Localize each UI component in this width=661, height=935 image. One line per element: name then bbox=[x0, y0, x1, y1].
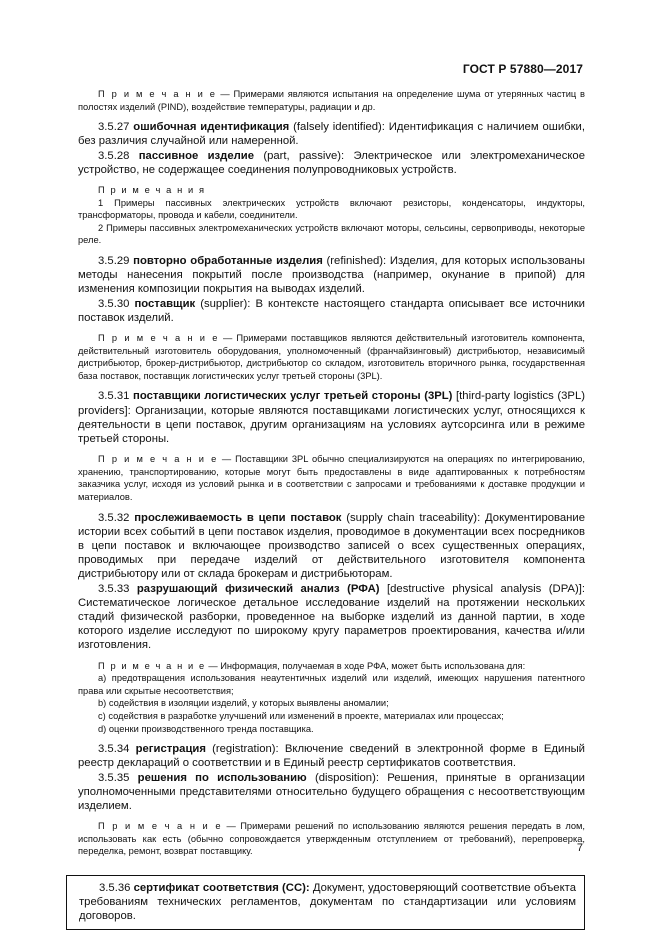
definition-3-5-35 bbox=[78, 771, 585, 814]
term: поставщики логистических услуг третьей стороны (3PL) bbox=[133, 390, 453, 403]
clause-number: 3.5.32 bbox=[98, 511, 135, 524]
definition-text: Документ, удостоверяющий соответствие объекта требованиям технических регламентов, документам по стандартизации или условиям договоров. bbox=[79, 881, 576, 923]
note-label: П р и м е ч а н и е bbox=[98, 454, 218, 465]
clause-number: 3.5.30 bbox=[98, 297, 135, 310]
clause-number: 3.5.29 bbox=[98, 254, 134, 267]
definition-3-5-31 bbox=[78, 389, 585, 446]
note-text: — Примерами являются испытания на определение шума от утерянных частиц в полостях изделий (PIND), воздействие температуры, радиации и др. bbox=[78, 89, 585, 112]
clause-number: 3.5.35 bbox=[98, 771, 138, 784]
definition-3-5-29 bbox=[78, 254, 585, 297]
page-content bbox=[78, 88, 585, 930]
definition-3-5-36 bbox=[79, 881, 576, 924]
note-text: — Информация, получаемая в ходе РФА, может быть использована для: bbox=[205, 660, 526, 671]
term: сертификат соответствия (СС): bbox=[133, 881, 310, 894]
definition-3-5-34 bbox=[78, 742, 585, 770]
clause-number: 3.5.28 bbox=[98, 149, 139, 162]
list-item-a: a) предотвращения использования неаутентичных изделий или изделий, имеющих нарушения патентного права или скрытые несоответствия; bbox=[78, 673, 585, 696]
clause-number: 3.5.33 bbox=[98, 582, 137, 595]
note-dpa bbox=[78, 660, 585, 673]
boxed-definition bbox=[66, 875, 585, 930]
notes-heading bbox=[78, 184, 585, 197]
note-pind bbox=[78, 88, 585, 113]
note-3pl bbox=[78, 453, 585, 503]
definition-text: (registration): Включение сведений в электронной форме в Единый реестр деклараций о соответствии и в Единый реестр сертификатов соответствия. bbox=[78, 743, 585, 770]
definition-text: [destructive physical analysis (DPA)]: Систематическое логическое детальное исследование изделий на протяжении нескольких стадий физической разборки, проведенное на выборке изделий из данной партии, в ходе которого изделие исследуют по широкому кругу параметров проектирования, качества и/или изготовления. bbox=[78, 582, 585, 652]
term: пассивное изделие bbox=[138, 149, 255, 162]
note-text: — Примерами решений по использованию являются решения передать в лом, использовать как есть (обычно сопровождается утвержденным отступлением от требований), перепроверка, переделка, ремонт, возврат поставщику. bbox=[78, 821, 585, 857]
definition-3-5-30 bbox=[78, 297, 585, 325]
note-item-1: 1 Примеры пассивных электрических устройств включают резисторы, конденсаторы, индукторы, трансформаторы, провода и кабели, соединители. bbox=[78, 197, 585, 221]
page-number: 7 bbox=[576, 842, 583, 854]
note-disposition bbox=[78, 820, 585, 858]
note-label: П р и м е ч а н и е bbox=[98, 821, 223, 832]
clause-number: 3.5.36 bbox=[99, 881, 134, 894]
list-item-c: c) содействия в разработке улучшений или изменений в проекте, материалах или процессах; bbox=[98, 710, 504, 721]
definition-text: [third-party logistics (3PL) providers]: Организации, которые являются поставщиками логистических услуг, относящихся к деятельности в цепи поставок, другим организациям на условиях аутсорсинга или в режиме третьей стороны. bbox=[78, 390, 585, 445]
definition-3-5-33 bbox=[78, 582, 585, 653]
definition-text: (supply chain traceability): Документирование истории всех событий в цепи поставок изделия, проводимое в документации всех посредников в цепи поставок и включающее производство записей о всех существенных операциях, проводимых при передаче изделий от действительного изготовителя компонента дистрибьютору или от склада брокерам и дистрибьюторам. bbox=[78, 511, 586, 581]
term: поставщик bbox=[134, 297, 196, 310]
document-code: ГОСТ Р 57880—2017 bbox=[462, 62, 583, 76]
note-suppliers bbox=[78, 332, 585, 382]
note-text: — Примерами поставщиков являются действительный изготовитель компонента, действительный изготовитель оборудования, уполномоченный (франчайзинговый) дистрибьютор, независимый дистрибьютор, брокер-дистрибьютор, дистрибьютор со складом, изготовитель вторичного рынка, государственная база поставок, поставщик логистических услуг третьей стороны (3PL). bbox=[78, 332, 585, 381]
definition-text: (supplier): В контексте настоящего стандарта описывает все источники поставок изделий. bbox=[78, 297, 585, 324]
clause-number: 3.5.34 bbox=[98, 743, 136, 756]
definition-3-5-27 bbox=[78, 120, 585, 148]
definition-text: (falsely identified): Идентификация с наличием ошибки, без различия случайной или намеренной. bbox=[78, 121, 585, 148]
note-label: П р и м е ч а н и е bbox=[98, 89, 217, 99]
definition-text: (refinished): Изделия, для которых использованы методы нанесения покрытий после производства (например, окунание в припой) для изменения композиции покрытия на выводах изделий. bbox=[78, 254, 585, 296]
term: разрушающий физический анализ (РФА) bbox=[136, 582, 380, 595]
note-text: — Поставщики 3PL обычно специализируются на операциях по интегрированию, хранению, транспортированию, которые могут быть предоставлены в виде адаптированных к потребностям заказчика услуг, исходя из условий рынка и в соответствии с запросами и требованиями к доставке продукции и материалов. bbox=[78, 454, 585, 502]
term: прослеживаемость в цепи поставок bbox=[134, 511, 342, 524]
definition-text: (part, passive): Электрическое или электромеханическое устройство, не содержащее соединения полупроводниковых устройств. bbox=[78, 149, 585, 176]
term: ошибочная идентификация bbox=[133, 121, 290, 134]
note-item-2: 2 Примеры пассивных электромеханических устройств включают моторы, сельсины, сервоприводы, некоторые реле. bbox=[78, 222, 585, 246]
list-item-b: b) содействия в изоляции изделий, у которых выявлены аномалии; bbox=[98, 698, 389, 709]
note-label: П р и м е ч а н и е bbox=[98, 332, 219, 343]
definition-3-5-28 bbox=[78, 149, 585, 177]
definition-3-5-32 bbox=[78, 511, 585, 582]
clause-number: 3.5.31 bbox=[98, 390, 133, 403]
note-label: П р и м е ч а н и е bbox=[98, 660, 206, 671]
term: повторно обработанные изделия bbox=[133, 254, 323, 267]
term: решения по использованию bbox=[137, 771, 307, 784]
definition-text: (disposition): Решения, принятые в организации уполномоченными представителями относительно будущего обращения с несоответствующим изделием. bbox=[78, 771, 585, 812]
clause-number: 3.5.27 bbox=[98, 121, 134, 134]
list-item-d: d) оценки производственного тренда поставщика. bbox=[98, 723, 314, 734]
notes-label: П р и м е ч а н и я bbox=[98, 185, 206, 195]
term: регистрация bbox=[135, 743, 206, 756]
